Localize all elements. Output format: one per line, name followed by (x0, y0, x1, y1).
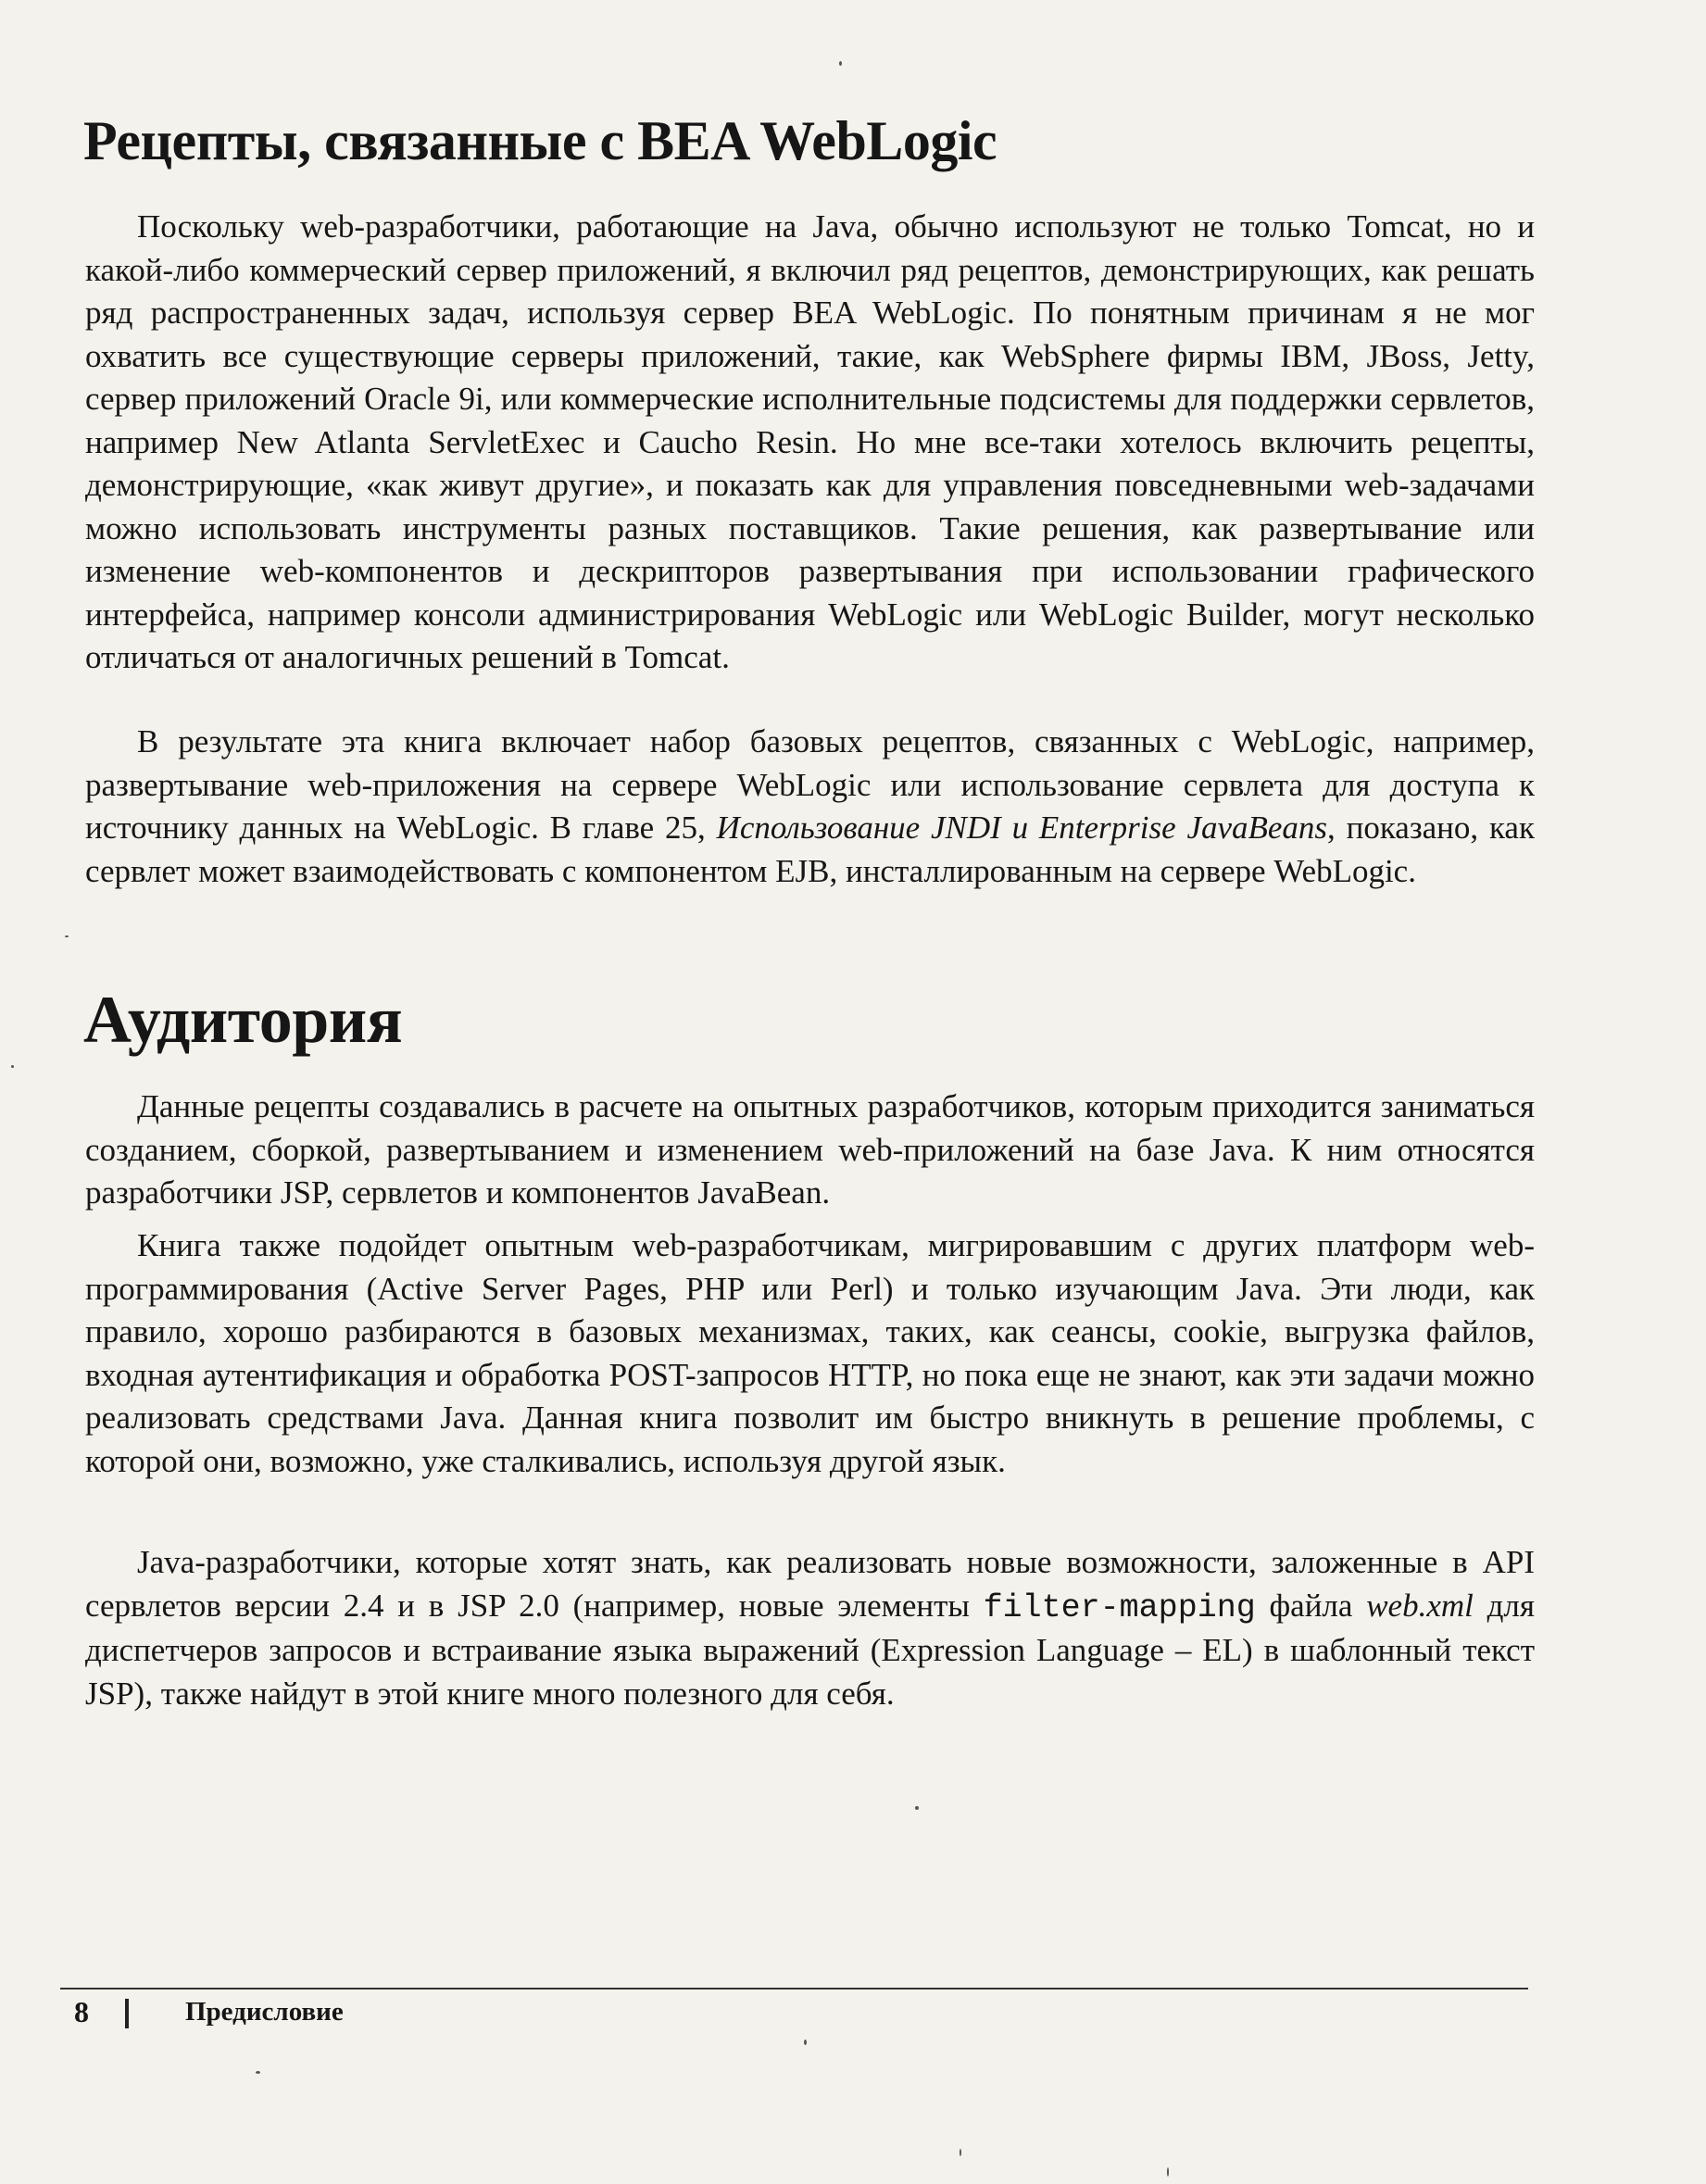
scan-speck (839, 61, 842, 66)
code-filter-mapping: filter-mapping (983, 1588, 1256, 1626)
scan-speck (11, 1065, 14, 1068)
paragraph-text: В результате эта книга включает набор базовых рецептов, связанных с WebLogic, например, развертывание web-приложения на сервере WebLogic или использование сервлета для доступа к источнику данных на WebLogic. В главе 25, (85, 723, 1535, 846)
page-number: 8 (74, 1995, 89, 2028)
paragraph-audience-java-developers (85, 1541, 1535, 1715)
paragraph-weblogic-recipes (85, 721, 1535, 893)
scan-speck (65, 935, 69, 937)
footer-separator (125, 1999, 129, 2028)
paragraph-weblogic-intro: Поскольку web-разработчики, работающие на Java, обычно используют не только Tomcat, но и какой-либо коммерческий сервер приложений, я включил ряд рецептов, демонстрирующих, как решать ряд распространенных задач, используя сервер BEA WebLogic. По понятным причинам я не мог охватить все существующие серверы приложений, такие, как WebSphere фирмы IBM, JBoss, Jetty, сервер приложений Oracle 9i, или коммерческие исполнительные подсистемы для поддержки сервлетов, например New Atlanta ServletExec и Caucho Resin. Но мне все-таки хотелось включить рецепты, демонстрирующие, «как живут другие», и показать как для управления повседневными web-задачами можно использовать инструменты разных поставщиков. Такие решения, как развертывание или изменение web-компонентов и дескрипторов развертывания при использовании графического интерфейса, например консоли администрирования WebLogic или WebLogic Builder, могут несколько отличаться от аналогичных решений в Tomcat. (85, 208, 1535, 675)
paragraph-text: , показано, как сервлет может взаимодействовать с компонентом EJB, инсталлированным на сервере WebLogic. (85, 810, 1535, 889)
footer-rule (60, 1988, 1528, 1989)
section-heading-audience: Аудитория (83, 983, 403, 1057)
file-name-web-xml: web.xml (1366, 1587, 1474, 1624)
paragraph-audience-migrants: Книга также подойдет опытным web-разработчикам, мигрировавшим с других платформ web-программирования (Active Server Pages, PHP или Perl) и только изучающим Java. Эти люди, как правило, хорошо разбираются в базовых механизмах, таких, как сеансы, cookie, выгрузка файлов, входная аутентификация и обработка POST-запросов HTTP, но пока еще не знают, как эти задачи можно реализовать средствами Java. Данная книга позволит им быстро вникнуть в решение проблемы, с которой они, возможно, уже сталкивались, используя другой язык. (85, 1227, 1535, 1479)
scan-speck (804, 2040, 807, 2045)
paragraph-audience-developers: Данные рецепты создавались в расчете на опытных разработчиков, которым приходится заниматься созданием, сборкой, развертыванием и изменением web-приложений на базе Java. К ним относятся разработчики JSP, сервлетов и компонентов JavaBean. (85, 1088, 1535, 1211)
paragraph-text: для диспетчеров запросов и встраивание языка выражений (Expression Language – EL) в шаблонный текст JSP), также найдут в этой книге много полезного для себя. (85, 1587, 1535, 1712)
section-heading-weblogic: Рецепты, связанные с BEA WebLogic (83, 110, 997, 171)
scan-speck (915, 1806, 919, 1810)
paragraph-text: файла (1255, 1587, 1367, 1624)
chapter-reference: Использование JNDI и Enterprise JavaBeans (716, 810, 1328, 846)
running-footer-title: Предисловие (185, 1997, 344, 2027)
scan-speck (256, 2071, 260, 2074)
paragraph-text: Java-разработчики, которые хотят знать, как реализовать новые возможности, заложенные в API сервлетов версии 2.4 и в JSP 2.0 (например, новые элементы (85, 1544, 1535, 1624)
scan-speck (960, 2149, 961, 2156)
scan-speck (1167, 2167, 1169, 2177)
